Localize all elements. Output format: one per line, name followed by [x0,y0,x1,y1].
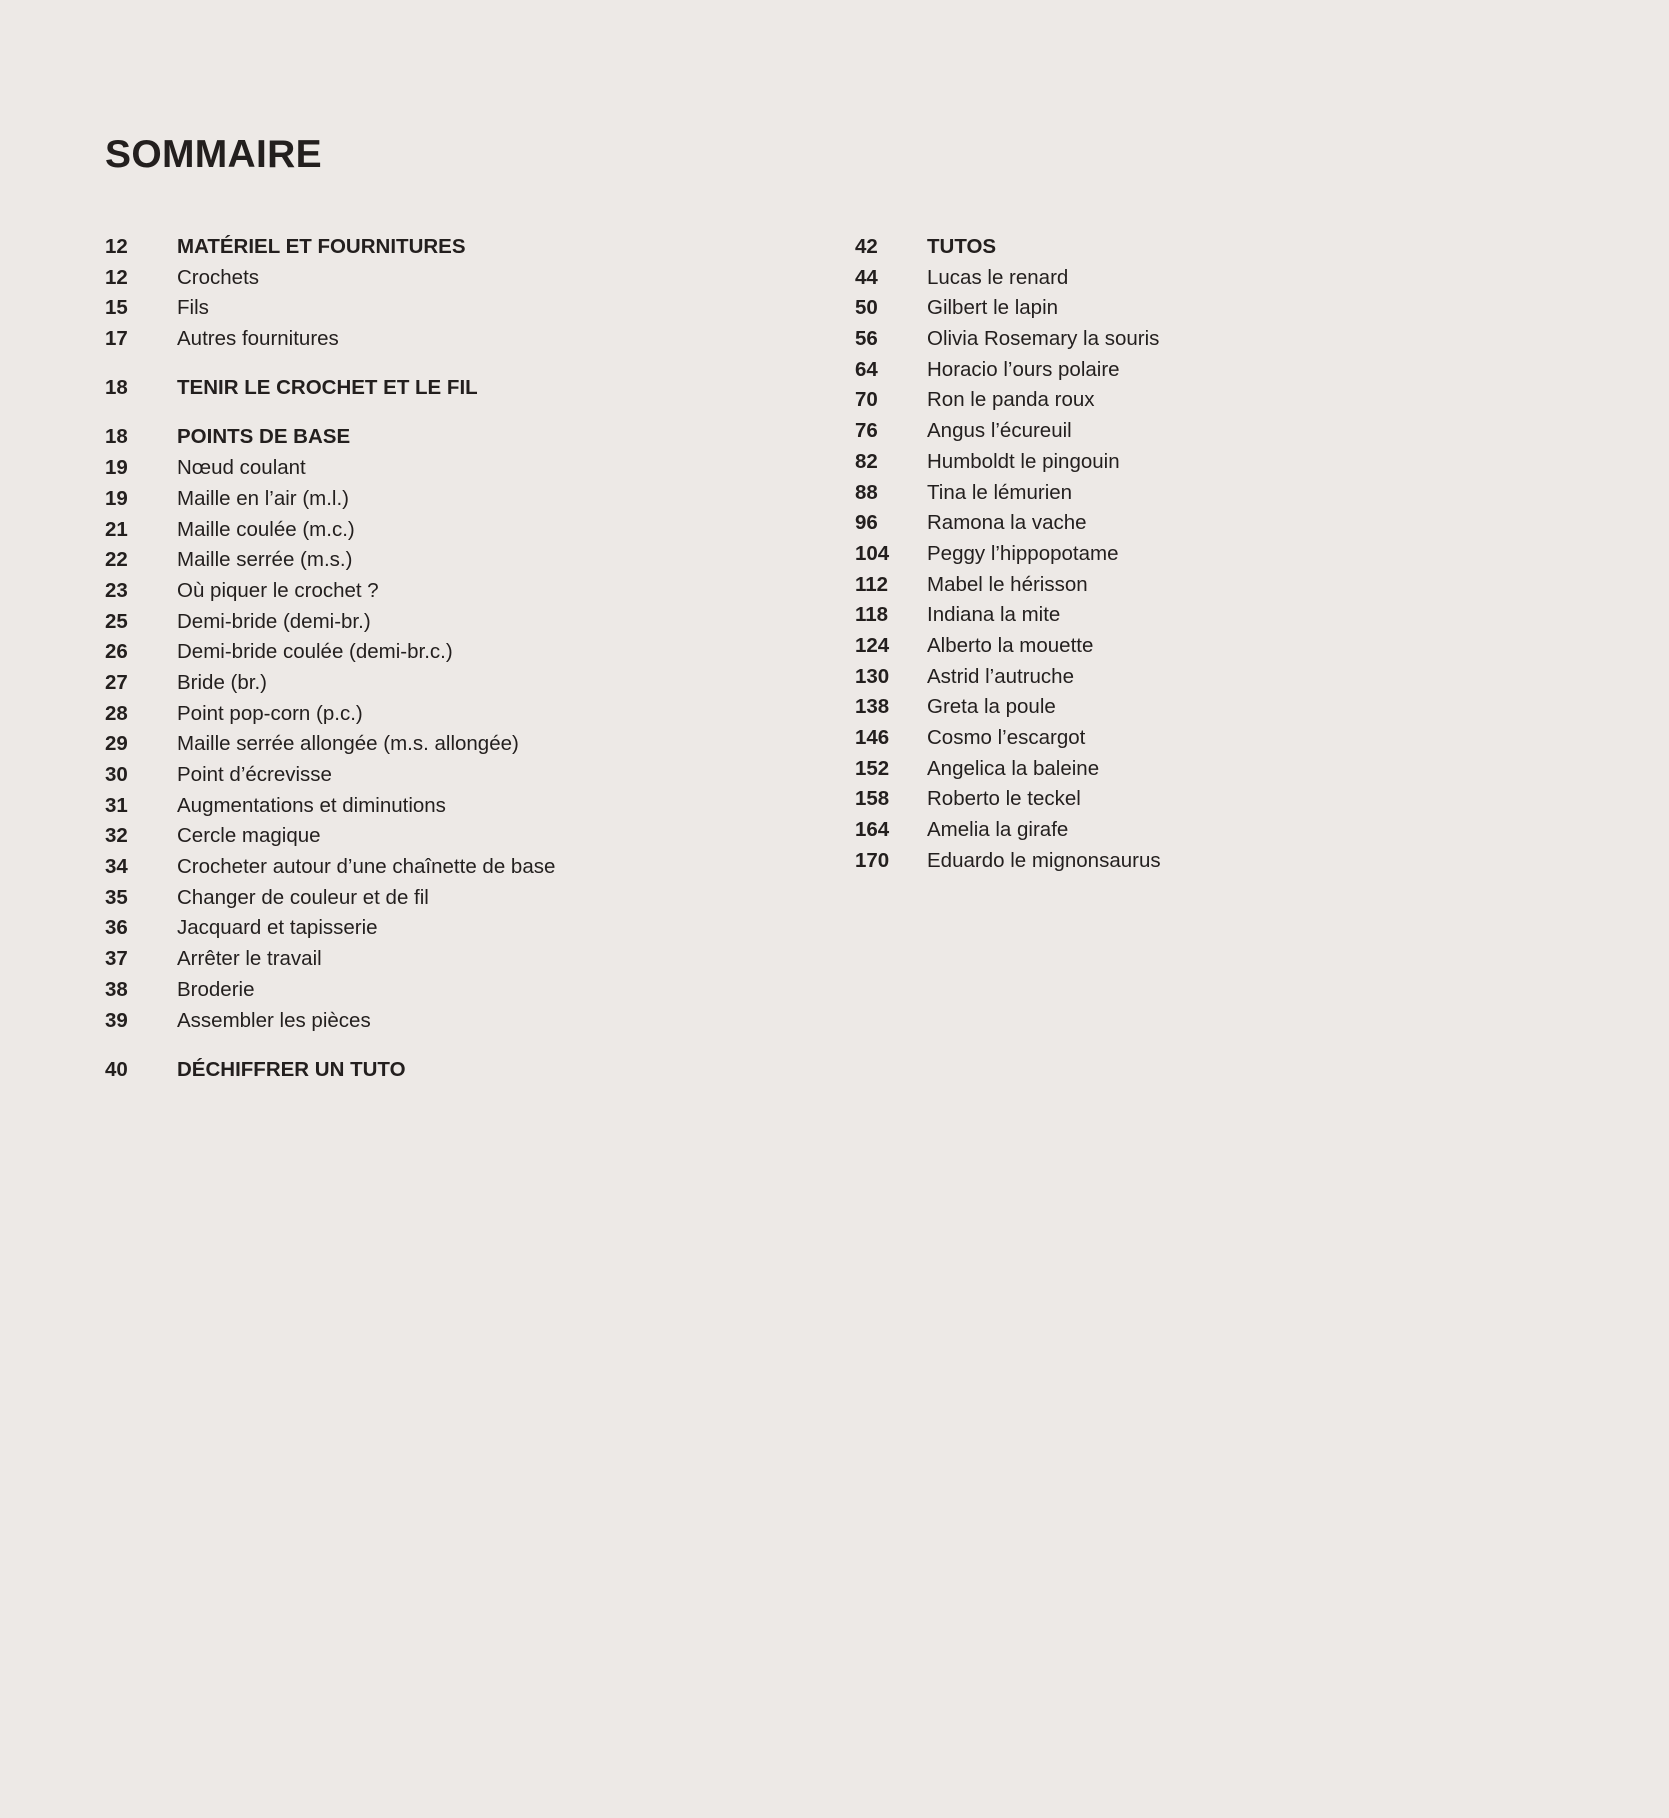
toc-page-number: 146 [855,726,890,749]
toc-entry-title: Amelia la girafe [927,818,1069,842]
toc-entry-title: Point pop-corn (p.c.) [177,701,363,725]
toc-page-number: 12 [105,235,128,258]
toc-page-number: 29 [105,732,128,756]
toc-page-number: 112 [855,572,889,596]
toc-section [855,232,1575,876]
toc-entry[interactable] [855,263,1575,294]
toc-entry[interactable] [855,662,1575,693]
toc-page-number: 37 [105,947,128,971]
toc-entry-title: Jacquard et tapisserie [177,916,378,940]
toc-entry-title: Astrid l’autruche [927,664,1074,688]
toc-entry[interactable] [855,570,1575,601]
toc-entry[interactable] [855,508,1575,539]
toc-entry[interactable] [855,754,1575,785]
toc-entry-title: Bride (br.) [177,670,267,694]
toc-entry-title: Greta la poule [927,695,1056,719]
toc-entry-title: Demi-bride (demi-br.) [177,609,371,633]
toc-page-number: 104 [855,541,890,565]
toc-entry[interactable] [105,515,825,546]
toc-entry-title: Roberto le teckel [927,787,1081,811]
toc-section [105,422,825,1036]
toc-entry[interactable] [105,324,825,355]
toc-entry-title: Cercle magique [177,824,321,848]
toc-page-number: 40 [105,1057,128,1081]
toc-entry-title: Cosmo l’escargot [927,726,1086,749]
toc-page-number: 21 [105,517,128,541]
toc-entry[interactable] [855,631,1575,662]
toc-entry[interactable] [105,637,825,668]
toc-page-number: 22 [105,548,128,572]
toc-entry[interactable] [105,576,825,607]
toc-entry[interactable] [855,846,1575,877]
toc-entry[interactable] [105,760,825,791]
toc-section [105,1055,825,1086]
toc-entry-title: Mabel le hérisson [927,572,1088,596]
toc-page-number: 36 [105,916,128,940]
toc-entry[interactable] [105,607,825,638]
toc-entry[interactable] [855,324,1575,355]
page-title: SOMMAIRE [105,133,322,176]
toc-entry[interactable] [855,293,1575,324]
toc-section-heading[interactable] [105,232,825,263]
toc-page-number: 27 [105,670,128,694]
toc-page-number: 28 [105,701,128,725]
toc-entry[interactable] [855,355,1575,386]
toc-entry[interactable] [855,692,1575,723]
toc-entry-title: Maille serrée (m.s.) [177,548,353,572]
toc-page-number: 19 [105,456,128,480]
toc-section [105,373,825,404]
toc-entry[interactable] [105,791,825,822]
toc-section-heading[interactable] [105,1055,825,1086]
toc-entry[interactable] [855,416,1575,447]
toc-page-number: 12 [105,265,128,289]
toc-section-title: POINTS DE BASE [177,425,351,449]
toc-entry-title: Assembler les pièces [177,1008,371,1032]
toc-entry-title: Olivia Rosemary la souris [927,327,1160,351]
toc-entry[interactable] [105,263,825,294]
toc-entry-title: Tina le lémurien [927,480,1073,504]
toc-entry-title: Broderie [177,977,255,1001]
toc-page-number: 18 [105,376,128,400]
toc-page-number: 38 [105,977,128,1001]
toc-entry[interactable] [855,784,1575,815]
toc-section-heading[interactable] [105,373,825,404]
toc-entry[interactable] [105,453,825,484]
toc-page-number: 15 [105,296,128,320]
toc-page-number: 70 [855,388,878,412]
toc-page-number: 26 [105,640,128,664]
toc-page-number: 88 [855,480,878,504]
toc-page-number: 30 [105,763,128,786]
toc-entry-title: Maille serrée allongée (m.s. allongée) [177,732,519,756]
toc-entry-title: Angelica la baleine [927,756,1100,780]
toc-section-title: DÉCHIFFRER UN TUTO [177,1057,406,1081]
toc-entry-title: Changer de couleur et de fil [177,885,429,909]
toc-page-number: 152 [855,756,890,780]
toc-entry-title: Ron le panda roux [927,388,1095,412]
toc-entry-title: Où piquer le crochet ? [177,578,379,602]
toc-entry[interactable] [855,478,1575,509]
toc-section [105,232,825,355]
toc-entry[interactable] [105,913,825,944]
toc-page-number: 18 [105,425,128,449]
toc-page-number: 76 [855,419,878,443]
toc-entry-title: Maille coulée (m.c.) [177,517,355,541]
toc-page-number: 44 [855,265,878,289]
toc-page-number: 170 [855,848,890,872]
toc-page-number: 130 [855,664,890,688]
toc-page-number: 19 [105,486,128,510]
toc-page-number: 17 [105,327,128,351]
toc-entry[interactable] [105,821,825,852]
toc-page-number: 56 [855,327,878,351]
toc-entry[interactable] [105,883,825,914]
toc-entry-title: Eduardo le mignonsaurus [927,848,1161,872]
toc-section-heading[interactable] [105,422,825,453]
toc-page-number: 82 [855,449,878,473]
toc-entry-title: Peggy l’hippopotame [927,541,1119,565]
toc-entry-title: Arrêter le travail [177,947,322,971]
toc-page-number: 158 [855,787,890,811]
toc-entry[interactable] [855,815,1575,846]
toc-entry-title: Gilbert le lapin [927,296,1059,320]
toc-entry[interactable] [105,699,825,730]
toc-section-title: MATÉRIEL ET FOURNITURES [177,235,466,258]
toc-entry-title: Humboldt le pingouin [927,449,1120,473]
toc-page-number: 42 [855,235,878,258]
toc-entry[interactable] [855,539,1575,570]
toc-section-title: TENIR LE CROCHET ET LE FIL [177,376,478,400]
toc-page-number: 138 [855,695,890,719]
toc-entry-title: Autres fournitures [177,327,339,351]
toc-entry-title: Ramona la vache [927,511,1087,535]
toc-entry-title: Fils [177,296,209,320]
toc-page-number: 50 [855,296,878,320]
toc-entry-title: Indiana la mite [927,603,1061,627]
toc-entry-title: Horacio l’ours polaire [927,357,1120,381]
toc-page-number: 164 [855,818,890,842]
toc-entry-title: Alberto la mouette [927,633,1094,657]
toc-entry[interactable] [855,723,1575,754]
toc-entry-title: Crochets [177,265,260,289]
toc-page-number: 39 [105,1008,128,1032]
toc-entry[interactable] [105,545,825,576]
toc-entry[interactable] [105,1006,825,1037]
toc-entry[interactable] [105,293,825,324]
toc-entry-title: Crocheter autour d’une chaînette de base [177,855,556,879]
toc-page-number: 64 [855,357,878,381]
toc-left-column [105,232,825,1104]
toc-entry[interactable] [855,385,1575,416]
toc-entry[interactable] [855,447,1575,478]
toc-page-number: 96 [855,511,878,535]
toc-entry[interactable] [105,484,825,515]
toc-section-heading[interactable] [855,232,1575,263]
toc-entry[interactable] [855,600,1575,631]
toc-entry[interactable] [105,975,825,1006]
toc-page-number: 25 [105,609,128,633]
toc-entry-title: Maille en l’air (m.l.) [177,486,349,510]
toc-entry[interactable] [105,852,825,883]
toc-entry-title: Demi-bride coulée (demi-br.c.) [177,640,453,664]
toc-entry-title: Point d’écrevisse [177,763,332,786]
toc-entry-title: Augmentations et diminutions [177,793,446,817]
toc-page-number: 35 [105,885,128,909]
toc-entry-title: Angus l’écureuil [927,419,1072,443]
toc-entry[interactable] [105,944,825,975]
toc-right-column [855,232,1575,895]
toc-page-number: 31 [105,793,128,817]
toc-page-number: 23 [105,578,128,602]
toc-entry[interactable] [105,668,825,699]
toc-page-number: 118 [855,603,889,627]
toc-page-number: 32 [105,824,128,848]
toc-page-number: 34 [105,855,128,879]
toc-entry[interactable] [105,729,825,760]
toc-entry-title: Nœud coulant [177,456,306,480]
toc-section-title: TUTOS [927,235,997,258]
toc-entry-title: Lucas le renard [927,265,1069,289]
toc-page-number: 124 [855,633,890,657]
